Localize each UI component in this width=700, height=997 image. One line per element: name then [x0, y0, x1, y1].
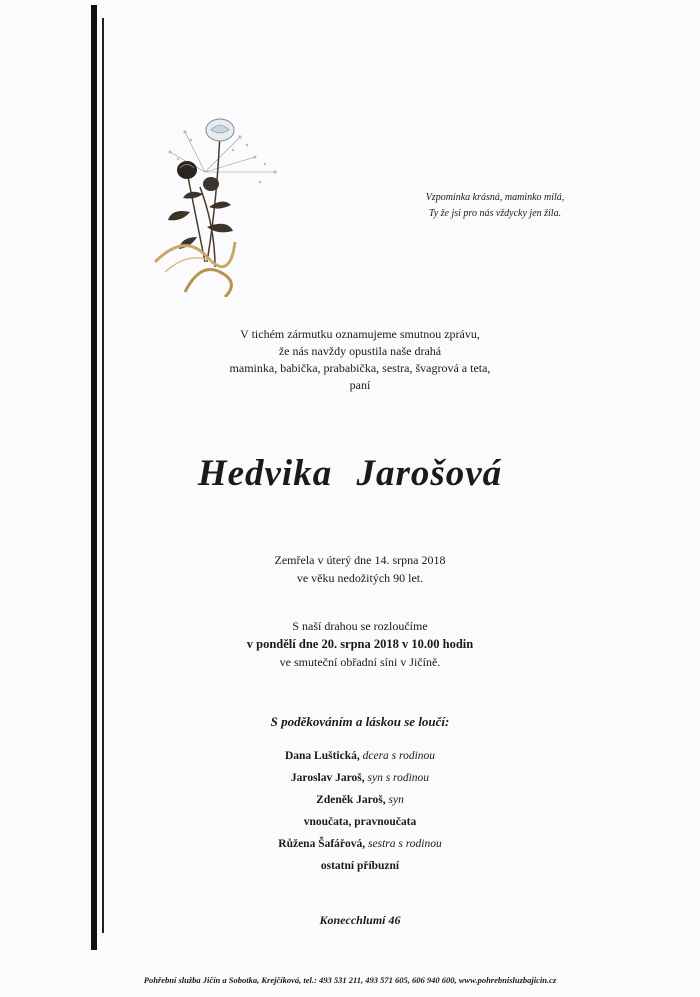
list-item: [160, 833, 560, 855]
mourning-bar-thick: [91, 5, 97, 950]
mourners-list: [160, 745, 560, 877]
funeral-service-footer: Pohřební služba Jičín a Sobotka, Krejčíková, tel.: 493 531 211, 493 571 605, 606 940 600, www.pohrebnisluzbajicin.cz: [143, 975, 557, 985]
funeral-venue: ve smuteční obřadní síni v Jičíně.: [279, 655, 441, 669]
mourner-name: vnoučata, pravnoučata: [303, 816, 417, 828]
motto-line: Vzpomínka krásná, maminko milá,: [425, 192, 565, 203]
list-item: [160, 811, 560, 833]
death-line: Zemřela v úterý dne 14. srpna 2018: [274, 553, 446, 567]
mourner-name: Jaroslav Jaroš,: [290, 772, 365, 784]
flower-bouquet-icon: [145, 112, 290, 297]
motto-line: Ty že jsi pro nás vždycky jen žila.: [428, 208, 562, 219]
mourner-relation: syn s rodinou: [367, 772, 430, 784]
list-item: [160, 789, 560, 811]
funeral-info: [160, 617, 560, 671]
list-item: [160, 767, 560, 789]
funeral-datetime: v pondělí dne 20. srpna 2018 v 10.00 hodin: [246, 637, 474, 651]
motto-verse: [380, 190, 610, 222]
mourning-bar-thin: [102, 18, 104, 933]
intro-line: že nás navždy opustila naše drahá: [278, 344, 442, 358]
mourner-relation: syn: [388, 794, 404, 806]
deceased-name: Hedvika Jarošová: [197, 453, 503, 494]
mourner-name: ostatní příbuzní: [320, 860, 400, 872]
intro-line: maminka, babička, prababička, sestra, švagrová a teta,: [229, 361, 491, 375]
mourner-name: Zdeněk Jaroš,: [316, 794, 386, 806]
list-item: [160, 855, 560, 877]
family-address: Konecchlumí 46: [319, 913, 401, 927]
death-line: ve věku nedožitých 90 let.: [296, 571, 424, 585]
thanks-heading: S poděkováním a láskou se loučí:: [270, 714, 450, 729]
mourner-name: Dana Luštická,: [284, 750, 360, 762]
funeral-line: S naší drahou se rozloučíme: [292, 619, 428, 633]
intro-line: paní: [349, 378, 371, 392]
intro-line: V tichém zármutku oznamujeme smutnou zprávu,: [240, 327, 480, 341]
death-info: [160, 551, 560, 587]
announcement-intro: [160, 326, 560, 394]
mourner-relation: dcera s rodinou: [362, 750, 436, 762]
list-item: [160, 745, 560, 767]
mourner-relation: sestra s rodinou: [368, 838, 442, 850]
mourner-name: Růžena Šafářová,: [278, 838, 366, 850]
